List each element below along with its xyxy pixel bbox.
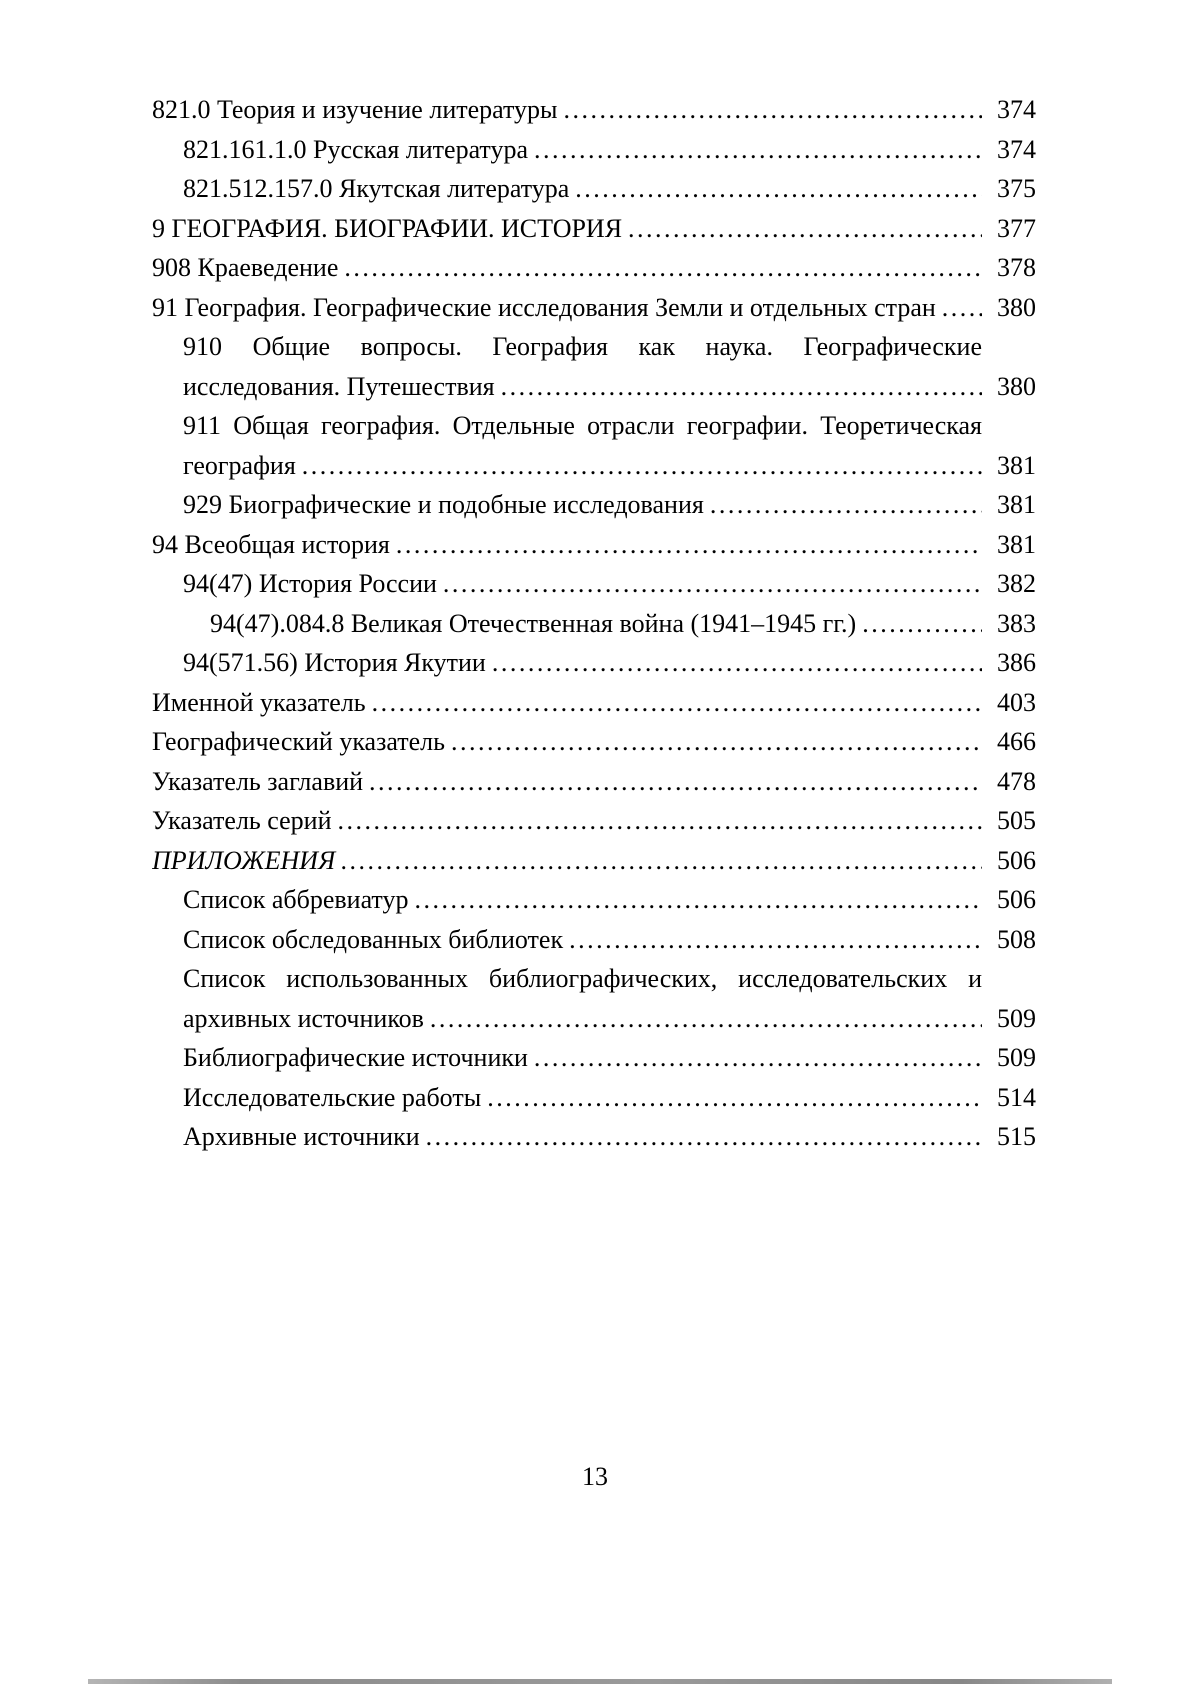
toc-entry-page: 509 xyxy=(997,1043,1036,1072)
toc-entry-title: Список использованных библиографических, исследовательских и архивных источников ..... xyxy=(183,959,982,1038)
toc-entry xyxy=(183,406,1036,485)
toc-entry-page: 377 xyxy=(997,213,1036,243)
toc-entry-title: Географический указатель ..... xyxy=(152,722,982,762)
toc-entry xyxy=(183,920,1036,960)
toc-entry-title: 94(571.56) История Якутии ..... xyxy=(183,643,982,683)
toc-entry-page: 381 xyxy=(997,490,1036,519)
toc-entry xyxy=(152,288,1036,328)
toc-entry xyxy=(183,169,1036,209)
toc-entry xyxy=(152,683,1036,723)
toc-entry-page: 375 xyxy=(997,174,1036,203)
toc-entry xyxy=(183,1078,1036,1118)
toc-entry-page: 386 xyxy=(997,648,1036,677)
toc-entry-title: Список обследованных библиотек ..... xyxy=(183,920,982,960)
toc-entry-title: 94(47) История России ..... xyxy=(183,564,982,604)
toc-entry-title: Указатель серий ..... xyxy=(152,801,982,841)
toc-entry xyxy=(152,525,1036,565)
toc-entry-title: 929 Биографические и подобные исследования ..... xyxy=(183,485,982,525)
toc-entry-title: 821.512.157.0 Якутская литература ..... xyxy=(183,169,982,209)
toc-entry-title: Исследовательские работы ..... xyxy=(183,1078,982,1118)
toc-entry xyxy=(183,1117,1036,1157)
toc-entry-page: 381 xyxy=(997,529,1036,559)
page-number: 13 xyxy=(582,1462,608,1491)
toc-entry-title: Указатель заглавий ..... xyxy=(152,762,982,802)
toc-entry xyxy=(152,801,1036,841)
toc-entry-page: 515 xyxy=(997,1122,1036,1151)
toc-entry-page: 505 xyxy=(997,806,1036,835)
toc-entry xyxy=(183,880,1036,920)
toc-entry-title: 908 Краеведение ..... xyxy=(152,248,982,288)
toc-entry xyxy=(152,762,1036,802)
toc-entry-title: 9 ГЕОГРАФИЯ. БИОГРАФИИ. ИСТОРИЯ ..... xyxy=(152,209,982,249)
toc-entry-title: 910 Общие вопросы. География как наука. Географические исследования. Путешествия ..... xyxy=(183,327,982,406)
toc-entry-title: ПРИЛОЖЕНИЯ ..... xyxy=(152,841,982,881)
toc-entry-page: 403 xyxy=(997,687,1036,717)
toc-entry-page: 478 xyxy=(997,766,1036,796)
toc-entry-title: Именной указатель ..... xyxy=(152,683,982,723)
toc-entry-page: 374 xyxy=(997,95,1036,124)
toc-entry-page: 378 xyxy=(997,253,1036,282)
scan-artifact-bar xyxy=(88,1679,1112,1684)
toc-entry-page: 508 xyxy=(997,924,1036,954)
toc-entry-title: 91 География. Географические исследования Земли и отдельных стран ..... xyxy=(152,288,982,328)
toc-entry-page: 506 xyxy=(997,885,1036,914)
toc-entry-title: 911 Общая география. Отдельные отрасли географии. Теоретическая география ..... xyxy=(183,406,982,485)
toc-entry xyxy=(183,643,1036,683)
toc-entry-page: 381 xyxy=(997,450,1036,480)
toc-entry-title: 821.161.1.0 Русская литература ..... xyxy=(183,130,982,170)
toc-entry xyxy=(152,90,1036,130)
toc-entry-title: 821.0 Теория и изучение литературы ..... xyxy=(152,90,982,130)
toc-entry-title: Библиографические источники ..... xyxy=(183,1038,982,1078)
toc-entry xyxy=(152,722,1036,762)
toc-entry xyxy=(183,130,1036,170)
toc-entry-title: 94(47).084.8 Великая Отечественная война (1941–1945 гг.) ..... xyxy=(210,604,982,644)
toc-entry xyxy=(152,209,1036,249)
toc-entry xyxy=(183,959,1036,1038)
toc-entry-page: 506 xyxy=(997,845,1036,875)
table-of-contents xyxy=(152,90,1036,1157)
toc-entry-title: Список аббревиатур ..... xyxy=(183,880,982,920)
toc-entry xyxy=(183,485,1036,525)
toc-entry xyxy=(152,248,1036,288)
toc-entry-page: 509 xyxy=(997,1003,1036,1033)
toc-entry xyxy=(183,1038,1036,1078)
toc-entry-page: 382 xyxy=(997,569,1036,598)
toc-entry xyxy=(210,604,1036,644)
toc-entry xyxy=(152,841,1036,881)
toc-entry-title: Архивные источники ..... xyxy=(183,1117,982,1157)
toc-entry xyxy=(183,564,1036,604)
toc-entry-title: 94 Всеобщая история ..... xyxy=(152,525,982,565)
toc-entry-page: 374 xyxy=(997,134,1036,164)
toc-entry-page: 380 xyxy=(997,292,1036,322)
toc-entry-page: 514 xyxy=(997,1082,1036,1112)
toc-entry xyxy=(183,327,1036,406)
toc-entry-page: 383 xyxy=(997,608,1036,638)
toc-entry-page: 466 xyxy=(997,727,1036,756)
toc-entry-page: 380 xyxy=(997,371,1036,401)
